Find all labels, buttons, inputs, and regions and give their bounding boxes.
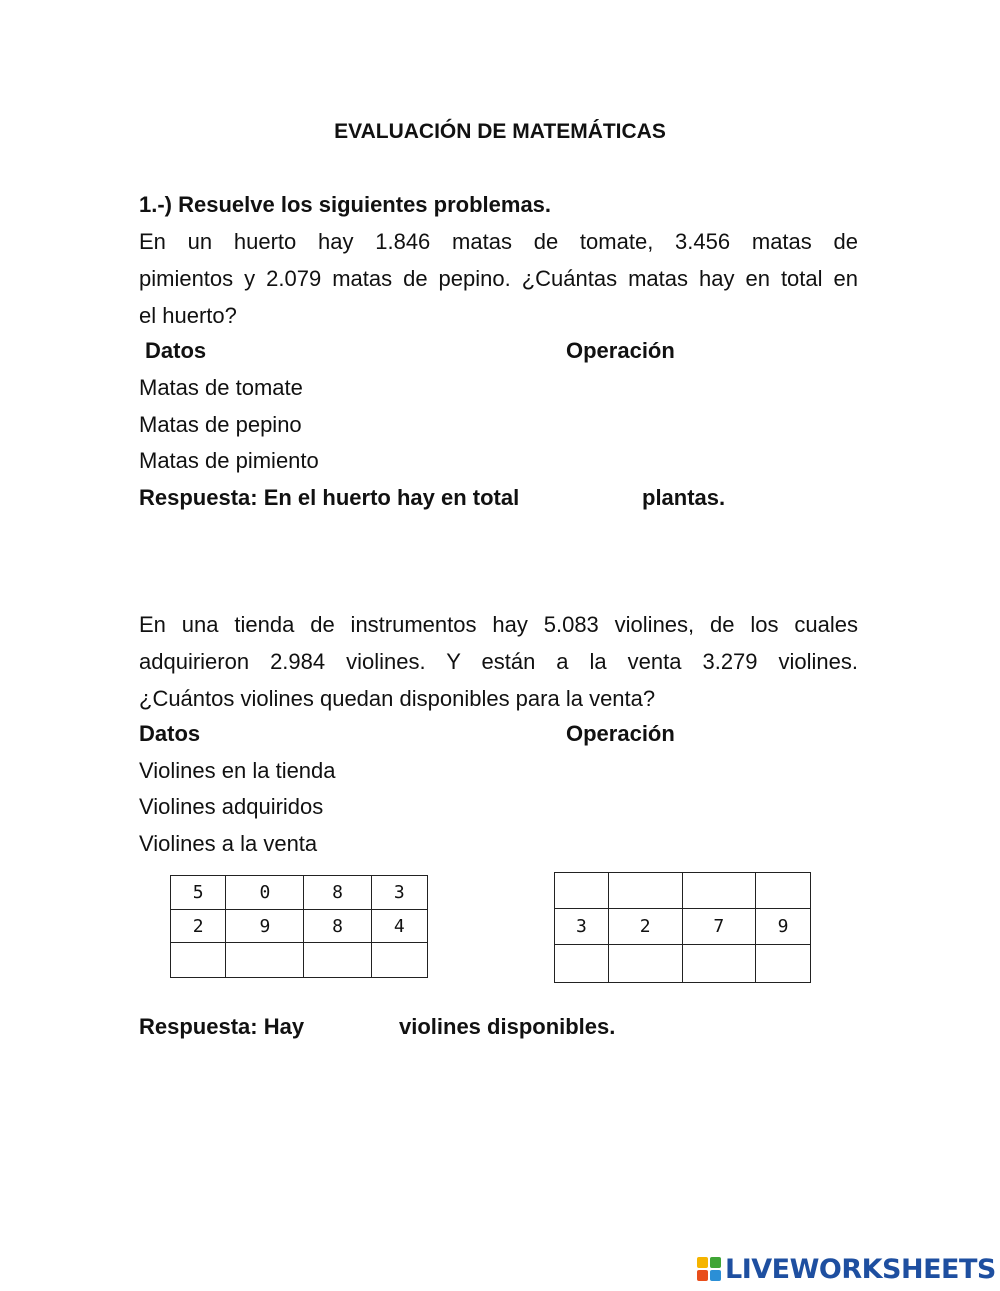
problem2-line: adquirieron 2.984 violines. Y están a la venta 3.279 violines. — [139, 649, 858, 674]
answer-cell[interactable] — [682, 945, 756, 983]
grid-cell: 8 — [304, 910, 371, 943]
problem2-statement — [139, 606, 858, 717]
logo-block — [710, 1257, 721, 1268]
subtraction-grid-right — [554, 872, 811, 983]
answer-cell[interactable] — [304, 943, 371, 978]
answer-cell[interactable] — [756, 945, 811, 983]
logo-block — [697, 1270, 708, 1281]
grid-cell: 4 — [371, 910, 427, 943]
answer-cell[interactable] — [608, 945, 682, 983]
brand-text: LIVEWORKSHEETS — [725, 1253, 996, 1285]
answer-cell[interactable] — [756, 873, 811, 909]
grid-cell: 2 — [608, 909, 682, 945]
grid-cell: 3 — [555, 909, 609, 945]
problem2-operacion-label: Operación — [566, 721, 675, 746]
problem1-answer-blank[interactable] — [536, 484, 636, 514]
problem2-answer-suffix: violines disponibles. — [399, 1014, 616, 1039]
grid-cell: 9 — [226, 910, 304, 943]
liveworksheets-logo — [697, 1252, 996, 1286]
problem2-data-item: Violines adquiridos — [139, 794, 324, 819]
problem1-line: pimientos y 2.079 matas de pepino. ¿Cuántas matas hay en total en — [139, 266, 858, 291]
problem1-operacion-label: Operación — [566, 338, 675, 363]
problem1-datos-label: Datos — [145, 338, 207, 363]
answer-cell[interactable] — [226, 943, 304, 978]
grid-cell: 7 — [682, 909, 756, 945]
page-title: EVALUACIÓN DE MATEMÁTICAS — [334, 120, 666, 143]
problem1-line: En un huerto hay 1.846 matas de tomate, 3.456 matas de — [139, 229, 858, 254]
problem2-data-item: Violines en la tienda — [139, 758, 336, 783]
grid-cell: 3 — [371, 876, 427, 910]
grid-cell: 5 — [171, 876, 226, 910]
problem2-datos-label: Datos — [139, 721, 201, 746]
answer-cell[interactable] — [682, 873, 756, 909]
answer-cell[interactable] — [555, 873, 609, 909]
logo-block — [710, 1270, 721, 1281]
problem2-line: En una tienda de instrumentos hay 5.083 violines, de los cuales — [139, 612, 858, 637]
logo-block — [697, 1257, 708, 1268]
grid-cell: 9 — [756, 909, 811, 945]
problem2-answer-blank[interactable] — [310, 1013, 394, 1043]
problem2-answer-prefix: Respuesta: Hay — [139, 1014, 305, 1039]
problem1-answer-prefix: Respuesta: En el huerto hay en total — [139, 485, 520, 510]
subtraction-grid-left — [170, 875, 428, 978]
answer-cell[interactable] — [171, 943, 226, 978]
grid-cell: 2 — [171, 910, 226, 943]
logo-blocks-icon — [697, 1257, 721, 1281]
problem2-line: ¿Cuántos violines quedan disponibles para la venta? — [139, 686, 656, 711]
problem1-statement — [139, 223, 858, 334]
section-heading: 1.-) Resuelve los siguientes problemas. — [139, 192, 552, 217]
problem1-line: el huerto? — [139, 303, 237, 328]
answer-cell[interactable] — [371, 943, 427, 978]
problem1-data-item: Matas de pepino — [139, 412, 302, 437]
problem1-data-item: Matas de pimiento — [139, 448, 319, 473]
grid-cell: 0 — [226, 876, 304, 910]
answer-cell[interactable] — [555, 945, 609, 983]
answer-cell[interactable] — [608, 873, 682, 909]
grid-cell: 8 — [304, 876, 371, 910]
problem1-answer-suffix: plantas. — [642, 485, 726, 510]
problem1-data-item: Matas de tomate — [139, 375, 303, 400]
problem2-data-item: Violines a la venta — [139, 831, 318, 856]
